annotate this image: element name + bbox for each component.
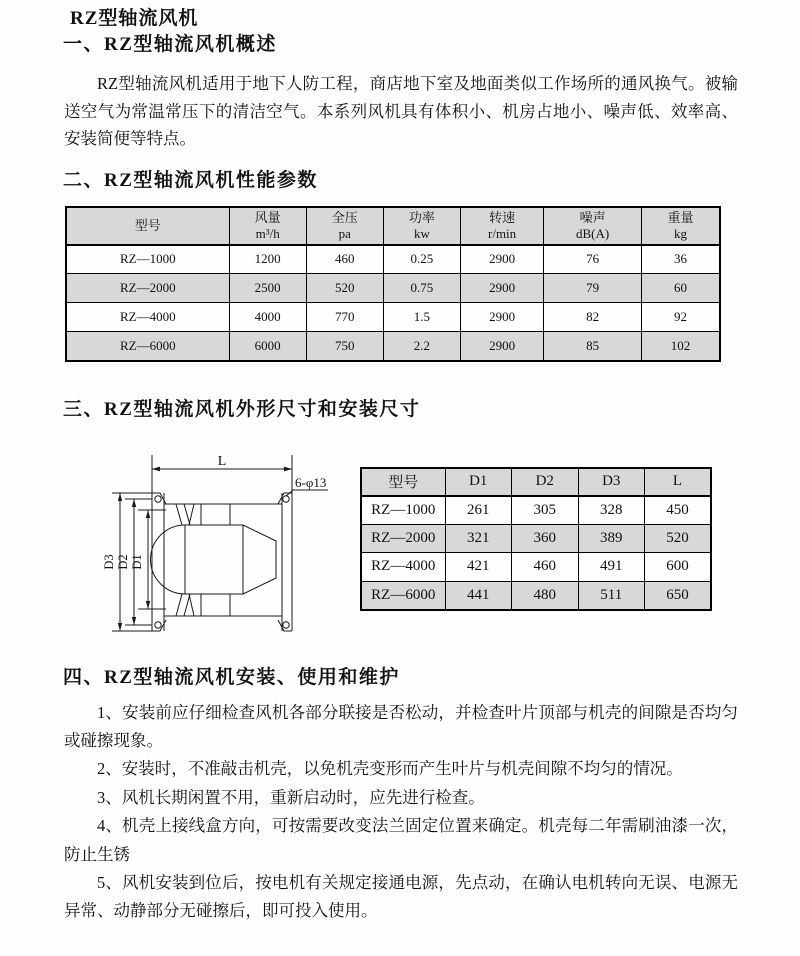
maintenance-item: 1、安装前应仔细检查风机各部分联接是否松动，并检查叶片顶部与机壳的间隙是否均匀或碰擦现象。 [64, 702, 738, 750]
cell-model: RZ—6000 [66, 332, 229, 361]
cell: 79 [544, 274, 642, 303]
fan-blades [176, 504, 201, 616]
cell: 450 [645, 496, 712, 525]
overview-paragraph: RZ型轴流风机适用于地下人防工程，商店地下室及地面类似工作场所的通风换气。被输送空气为常温常压下的清洁空气。本系列风机具有体积小、机房占地小、噪声低、效率高、安装简便等特点。 [64, 74, 738, 148]
cell: 102 [641, 332, 720, 361]
cell: 600 [645, 553, 712, 582]
dim-label-holes: 6-φ13 [295, 474, 327, 490]
right-flange [278, 493, 292, 631]
maintenance-item: 2、安装时，不准敲击机壳，以免机壳变形而产生叶片与机壳间隙不均匀的情况。 [97, 759, 683, 779]
cell: 6000 [229, 332, 306, 361]
cell: 328 [578, 496, 645, 525]
cell: 360 [512, 524, 579, 553]
casing [164, 504, 282, 616]
cell: 421 [445, 553, 512, 582]
cell: 82 [544, 303, 642, 332]
cell: 85 [544, 332, 642, 361]
heading-performance: 二、RZ型轴流风机性能参数 [63, 169, 318, 191]
cell: 520 [645, 524, 712, 553]
bolt-hole [155, 495, 161, 501]
dimension-table [360, 467, 712, 611]
cell: 2900 [460, 245, 543, 274]
dimension-header-row [361, 468, 711, 496]
table-row [66, 303, 720, 332]
maintenance-item: 5、风机安装到位后，按电机有关规定接通电源，先点动，在确认电机转向无误、电源无异常、动静部分无碰擦后，即可投入使用。 [64, 872, 738, 921]
cell: 750 [306, 332, 383, 361]
col-header-power: 功率 kw [383, 207, 460, 245]
table-row [361, 496, 711, 525]
cell: 0.25 [383, 245, 460, 274]
hub-body [185, 525, 243, 594]
col-header-airflow: 风量 m³/h [229, 207, 306, 245]
col-header-model: 型号 [66, 207, 229, 245]
maintenance-list [64, 699, 738, 926]
cell: 261 [445, 496, 512, 525]
cell: 305 [512, 496, 579, 525]
cell: 76 [544, 245, 642, 274]
cell: 4000 [229, 303, 306, 332]
col-header-speed: 转速 r/min [460, 207, 543, 245]
tail-cone [243, 525, 276, 594]
dim-label-d2: D2 [116, 553, 130, 570]
maintenance-item: 4、机壳上接线盒方向，可按需要改变法兰固定位置来确定。机壳每二年需刷油漆一次，防止生锈 [64, 816, 738, 864]
cell: 1200 [229, 245, 306, 274]
bolt-hole [283, 495, 289, 501]
dim-label-L: L [217, 453, 227, 469]
bolt-hole [155, 621, 161, 627]
cell: 389 [578, 524, 645, 553]
cell: 2.2 [383, 332, 460, 361]
cell: 491 [578, 553, 645, 582]
cell: 460 [512, 553, 579, 582]
cell-model: RZ—6000 [361, 581, 445, 610]
cell: 0.75 [383, 274, 460, 303]
cell: 321 [445, 524, 512, 553]
dimensions-figure [64, 443, 738, 658]
table-row [361, 524, 711, 553]
cell: 1.5 [383, 303, 460, 332]
cell: 60 [641, 274, 720, 303]
performance-header-row [66, 207, 720, 245]
cell: 36 [641, 245, 720, 274]
cell: 2500 [229, 274, 306, 303]
table-row [66, 332, 720, 361]
col-header-noise: 噪声 dB(A) [544, 207, 642, 245]
col-header-model: 型号 [361, 468, 445, 496]
cell: 650 [645, 581, 712, 610]
table-row [66, 274, 720, 303]
table-row [361, 553, 711, 582]
cell: 480 [512, 581, 579, 610]
fan-outline-drawing [88, 443, 354, 658]
cell: 770 [306, 303, 383, 332]
cell-model: RZ—1000 [66, 245, 229, 274]
cell: 441 [445, 581, 512, 610]
cell: 520 [306, 274, 383, 303]
heading-maintenance: 四、RZ型轴流风机安装、使用和维护 [63, 666, 400, 688]
col-header-pressure: 全压 pa [306, 207, 383, 245]
cell: 460 [306, 245, 383, 274]
col-header-d1: D1 [445, 468, 512, 496]
heading-overview: 一、RZ型轴流风机概述 [63, 34, 277, 55]
dim-label-d1: D1 [130, 553, 144, 570]
col-header-d3: D3 [578, 468, 645, 496]
hub-dome [151, 525, 185, 594]
col-header-weight: 重量 kg [641, 207, 720, 245]
dim-label-d3: D3 [102, 553, 116, 570]
bolt-hole [283, 621, 289, 627]
cell-model: RZ—2000 [66, 274, 229, 303]
cell: 2900 [460, 332, 543, 361]
cell: 92 [641, 303, 720, 332]
cell-model: RZ—4000 [66, 303, 229, 332]
table-row [66, 245, 720, 274]
table-row [361, 581, 711, 610]
cell: 2900 [460, 303, 543, 332]
page-title: RZ型轴流风机 [70, 8, 199, 29]
cell: 511 [578, 581, 645, 610]
cell-model: RZ—4000 [361, 553, 445, 582]
heading-dimensions: 三、RZ型轴流风机外形尺寸和安装尺寸 [63, 398, 421, 420]
cell-model: RZ—1000 [361, 496, 445, 525]
col-header-d2: D2 [512, 468, 579, 496]
cell: 2900 [460, 274, 543, 303]
col-header-l: L [645, 468, 712, 496]
maintenance-item: 3、风机长期闲置不用，重新启动时，应先进行检查。 [97, 787, 485, 807]
performance-table [65, 206, 721, 362]
left-flange [152, 493, 166, 631]
cell-model: RZ—2000 [361, 524, 445, 553]
